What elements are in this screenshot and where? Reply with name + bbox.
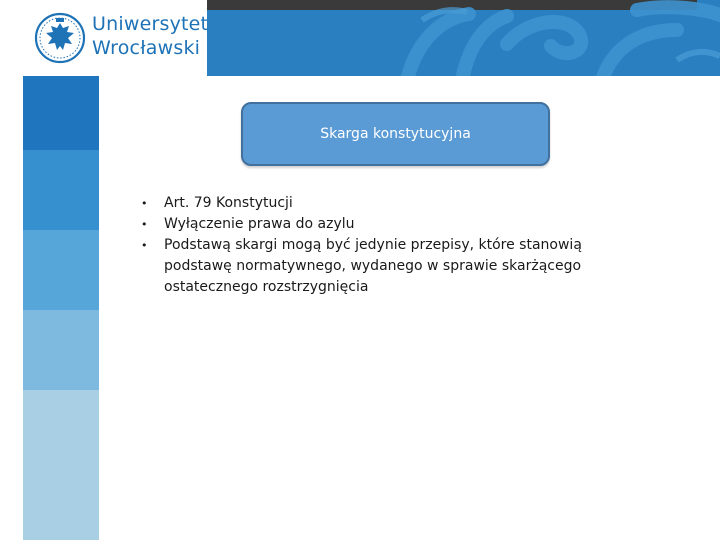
- bullet-marker: •: [141, 218, 148, 231]
- left-bar-segment: [23, 150, 99, 230]
- eagle-emblem-icon: [34, 11, 86, 65]
- list-item: [139, 235, 609, 298]
- university-name-line1: Uniwersytet: [92, 13, 209, 35]
- list-item: [139, 193, 609, 214]
- university-logo: [0, 0, 207, 76]
- bullet-list: [139, 193, 609, 298]
- university-name-line2: Wrocławski: [92, 37, 201, 59]
- decorative-swirl-pattern: [207, 0, 720, 76]
- list-item: [139, 214, 609, 235]
- university-name: [92, 12, 208, 60]
- left-bar-segment: [23, 76, 99, 150]
- slide-title: Skarga konstytucyjna: [320, 126, 471, 142]
- left-bar-segment: [23, 310, 99, 390]
- left-bar-segment: [23, 230, 99, 310]
- bullet-text: Wyłączenie prawa do azylu: [164, 216, 355, 232]
- bullet-text: Art. 79 Konstytucji: [164, 195, 293, 211]
- bullet-text: Podstawą skargi mogą być jedynie przepisy, które stanowią podstawę normatywnego, wydanego w sprawie skarżącego ostatecznego rozstrzygnięcia: [164, 237, 582, 295]
- bullet-marker: •: [141, 239, 148, 252]
- left-bar-segment: [23, 390, 99, 540]
- slide-title-box: [241, 102, 550, 166]
- header-banner: [0, 0, 720, 76]
- bullet-marker: •: [141, 197, 148, 210]
- left-color-column: [23, 76, 99, 540]
